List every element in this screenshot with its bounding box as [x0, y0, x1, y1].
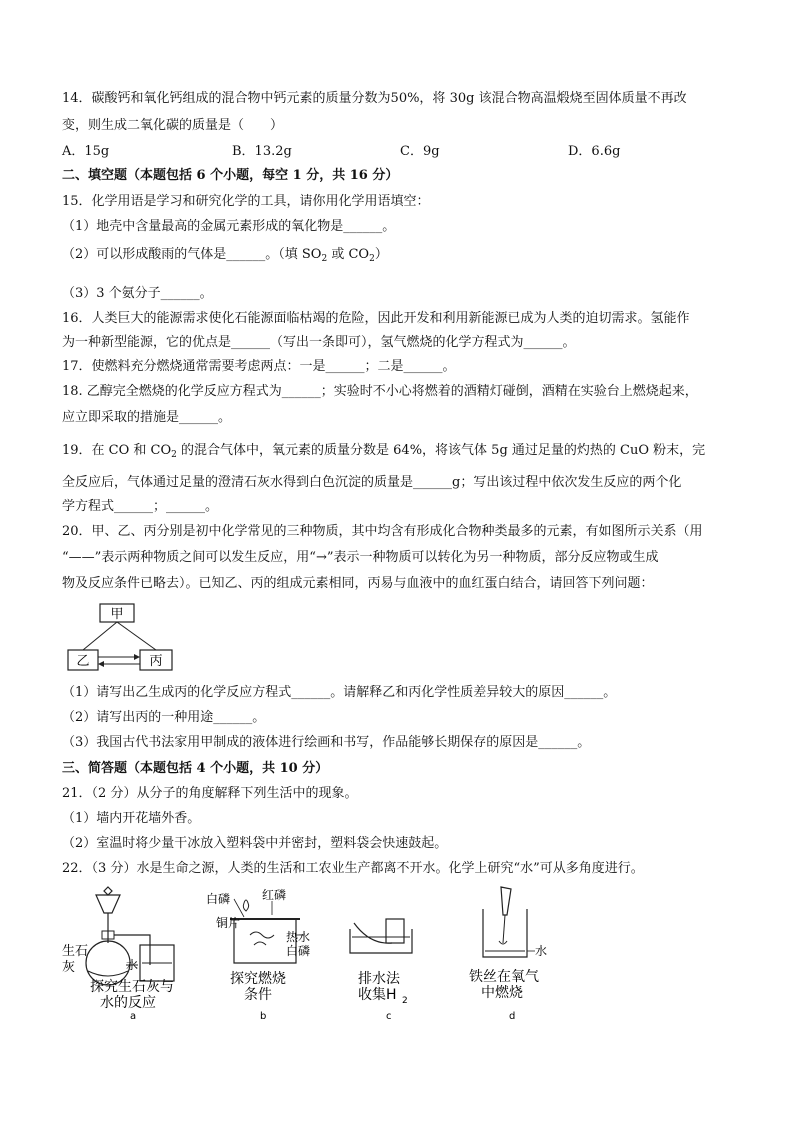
white-p-pointer: [234, 899, 244, 917]
hot-water-waves-2: [254, 942, 266, 945]
white-phosphorus-2-label: 白磷: [286, 944, 311, 958]
q20-line1: 20．甲、乙、丙分别是初中化学常见的三种物质，其中均含有形成化合物种类最多的元素，有如图所示关系（用: [62, 524, 703, 539]
flame-icon: [243, 900, 248, 911]
section2-title: 二、填空题（本题包括 6 个小题，每空 1 分，共 16 分）: [62, 168, 399, 183]
q14-line2: 变，则生成二氧化碳的质量是（ ）: [62, 118, 284, 133]
q19-line3: 学方程式______；______。: [62, 499, 219, 514]
q14-option-a: A．15g: [62, 144, 110, 159]
q15-part2-text: （2）可以形成酸雨的气体是______。（填 SO: [62, 247, 322, 262]
quicklime-label-1: 生石: [62, 944, 89, 959]
q20-line3: 物及反应条件已略去）。已知乙、丙的组成元素相同，丙易与血液中的血红蛋白结合，请回答下列问题：: [62, 576, 654, 591]
figure-c-caption-2: 收集H: [358, 987, 397, 1003]
figure-d-letter: d: [509, 1011, 516, 1020]
q22-figure-b: [200, 885, 340, 1020]
q22-figure-a: [60, 885, 210, 1020]
q20-part1: （1）请写出乙生成丙的化学反应方程式______。请解释乙和丙化学性质差异较大的原因______。: [62, 685, 617, 700]
q14-option-b: B．13.2g: [232, 144, 292, 159]
q14-line1: 14．碳酸钙和氧化钙组成的混合物中钙元素的质量分数为50%，将 30g 该混合物高温煅烧至固体质量不再改: [62, 91, 687, 106]
q22-figure-d: [455, 885, 565, 1020]
q22-stem: 22．（3 分）水是生命之源，人类的生活和工农业生产都离不开水。化学上研究“水”可从多角度进行。: [62, 861, 644, 876]
q15-part3: （3）3 个氨分子______。: [62, 286, 213, 301]
q14-option-c: C．9g: [400, 144, 440, 159]
q15-part2-post: ）: [374, 247, 388, 262]
q22-figure-c: [340, 885, 440, 1020]
q15-part2: [62, 246, 388, 268]
water-trough: [350, 929, 412, 953]
hot-water-waves: [250, 932, 274, 938]
figure-c-caption-sub: 2: [402, 996, 408, 1006]
q15-part2-sub2: 2: [369, 254, 375, 264]
figure-c-letter: c: [386, 1011, 392, 1020]
q19-line1-text: 19．在 CO 和 CO: [62, 443, 172, 458]
q16-line2: 为一种新型能源，它的优点是______（写出一条即可），氢气燃烧的化学方程式为______。: [62, 335, 576, 350]
q20-line2: “——”表示两种物质之间可以发生反应，用“→”表示一种物质可以转化为另一种物质，部分反应物或生成: [62, 550, 659, 565]
q15-part1: （1）地壳中含量最高的金属元素形成的氧化物是______。: [62, 219, 396, 234]
q20-part3: （3）我国古代书法家用甲制成的液体进行绘画和书写，作品能够长期保存的原因是______。: [62, 735, 591, 750]
q15-stem: 15．化学用语是学习和研究化学的工具，请你用化学用语填空：: [62, 194, 430, 209]
water-label-d: 水: [535, 944, 548, 958]
jia-yi-line: [83, 622, 117, 650]
figure-b-caption-1: 探究燃烧: [230, 971, 286, 987]
hot-water-label: 热水: [286, 930, 311, 944]
q20-part2: （2）请写出丙的一种用途______。: [62, 710, 266, 725]
q21-part2: （2）室温时将少量干冰放入塑料袋中并密封，塑料袋会快速鼓起。: [62, 836, 448, 851]
q15-part2-sub1: 2: [321, 254, 328, 264]
q17-line1: 17．使燃料充分燃烧通常需要考虑两点：一是______；二是______。: [62, 359, 456, 374]
q15-part2-mid: 或 CO: [327, 247, 370, 262]
bing-to-yi-arrowhead: [98, 661, 104, 667]
q19-line1-post: 的混合气体中，氧元素的质量分数是 64%，将该气体 5g 通过足量的灼热的 CuO 粉末，完: [176, 443, 706, 458]
quicklime-label-2: 灰: [62, 960, 76, 975]
q19-line1-sub: 2: [171, 450, 177, 460]
red-phosphorus-label: 红磷: [262, 888, 287, 902]
q20-relation-diagram: [62, 602, 182, 674]
q16-line1: 16．人类巨大的能源需求使化石能源面临枯竭的危险，因此开发和利用新能源已成为人类的迫切需求。氢能作: [62, 311, 690, 326]
yi-label: 乙: [76, 654, 90, 669]
figure-b-caption-2: 条件: [244, 987, 272, 1003]
dropping-funnel: [96, 895, 120, 913]
iron-wire: [503, 915, 505, 943]
figure-a-letter: a: [130, 1011, 137, 1020]
jia-label: 甲: [110, 607, 124, 622]
jia-bing-line: [117, 622, 156, 650]
copper-label: 铜片: [216, 916, 241, 930]
water-label: 水: [126, 958, 139, 972]
q14-option-d: D．6.6g: [568, 144, 621, 159]
funnel-stopcock: [104, 887, 112, 895]
q19-line2: 全反应后，气体通过足量的澄清石灰水得到白色沉淀的质量是______g；写出该过程中依次发生反应的两个化: [62, 475, 682, 490]
flask-solid: [88, 971, 128, 976]
crucible-tongs: [501, 887, 511, 915]
q18-line1: 18. 乙醇完全燃烧的化学反应方程式为______；实验时不小心将燃着的酒精灯碰倒，酒精在实验台上燃烧起来，: [62, 384, 698, 399]
section3-title: 三、简答题（本题包括 4 个小题，共 10 分）: [62, 761, 329, 776]
white-phosphorus-label: 白磷: [206, 892, 231, 906]
q19-line1: [62, 442, 705, 464]
figure-d-caption-2: 中燃烧: [481, 985, 523, 1001]
figure-a-caption-1: 探究生石灰与: [90, 979, 174, 995]
figure-d-caption-1: 铁丝在氧气: [469, 969, 539, 985]
bing-label: 丙: [149, 654, 163, 669]
gas-collecting-bottle: [386, 919, 404, 943]
q21-stem: 21．（2 分）从分子的角度解释下列生活中的现象。: [62, 786, 358, 801]
figure-c-caption-1: 排水法: [358, 971, 400, 987]
yi-to-bing-arrowhead: [134, 654, 140, 660]
figure-a-caption-2: 水的反应: [100, 995, 156, 1011]
q18-line2: 应立即采取的措施是______。: [62, 410, 232, 425]
q21-part1: （1）墙内开花墙外香。: [62, 811, 201, 826]
figure-b-letter: b: [260, 1011, 267, 1020]
